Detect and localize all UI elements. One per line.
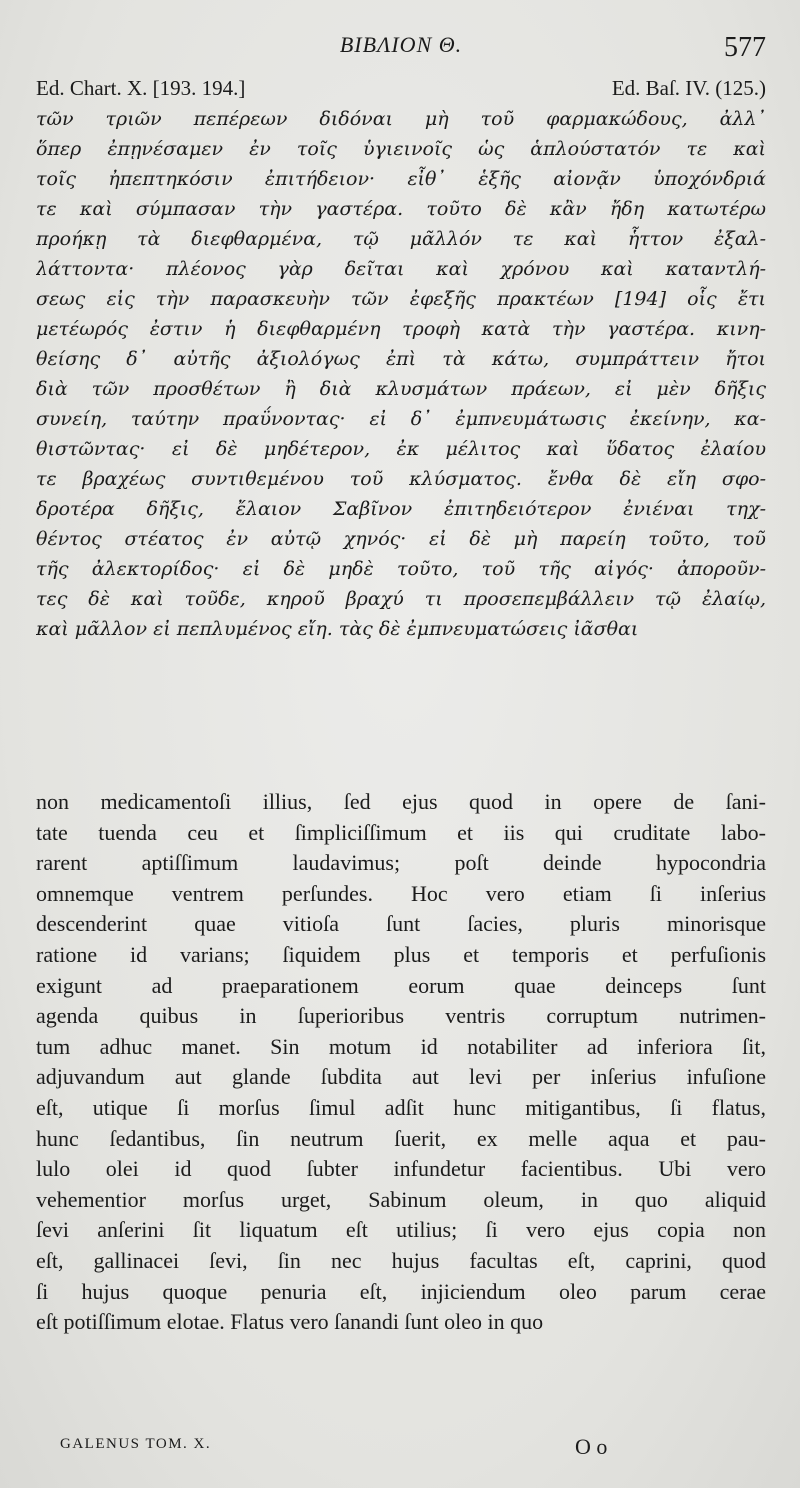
latin-line: non medicamentoſi illius, ſed ejus quod in opere de ſani-: [36, 789, 766, 814]
latin-line: eſt, utique ſi morſus ſimul adſit hunc mitigantibus, ſi flatus,: [36, 1094, 766, 1120]
latin-line: hunc ſedantibus, ſin neutrum ſuerit, ex melle aqua et pau-: [36, 1125, 766, 1151]
greek-line: θείσης δ᾽ αὐτῆς ἀξιολόγως ἐπὶ τὰ κάτω, συμπράττειν ἤτοι: [36, 348, 766, 370]
latin-text-block: [36, 787, 766, 1338]
latin-line: tum adhuc manet. Sin motum id notabiliter ad inferiora ſit,: [36, 1033, 766, 1059]
greek-line: σεως εἰς τὴν παρασκευὴν τῶν ἐφεξῆς πρακτέων [194] οἷς ἔτι: [36, 288, 766, 310]
latin-line: descenderint quae vitioſa ſunt ſacies, pluris minorisque: [36, 911, 766, 937]
edition-chartier-reference: Ed. Chart. X. [193. 194.]: [36, 76, 246, 100]
greek-line: τε βραχέως συντιθεμένου τοῦ κλύσματος. ἔνθα δὲ εἴη σφο-: [36, 468, 766, 490]
greek-line: ὅπερ ἐπῃνέσαμεν ἐν τοῖς ὑγιεινοῖς ὡς ἁπλούστατόν τε καὶ: [36, 138, 766, 160]
greek-line: τοῖς ἠπεπτηκόσιν ἐπιτήδειον· εἶθ᾽ ἑξῆς αἰονᾷν ὑποχόνδριά: [36, 168, 766, 190]
signature-mark: GALENUS TOM. X.: [60, 1436, 212, 1452]
latin-line: lulo olei id quod ſubter infundetur facientibus. Ubi vero: [36, 1156, 766, 1182]
latin-line: rarent aptiſſimum laudavimus; poſt deinde hypocondria: [36, 850, 766, 876]
greek-text-block: [36, 104, 766, 644]
latin-line: eſt, gallinacei ſevi, ſin nec hujus facultas eſt, caprini, quod: [36, 1247, 766, 1273]
greek-line: τε καὶ σύμπασαν τὴν γαστέρα. τοῦτο δὲ κἂν ἤδη κατωτέρω: [36, 198, 766, 220]
greek-line: προήκῃ τὰ διεφθαρμένα, τῷ μᾶλλόν τε καὶ ἧττον ἐξαλ-: [36, 228, 766, 250]
latin-line: exigunt ad praeparationem eorum quae deinceps ſunt: [36, 972, 766, 998]
greek-line: συνείη, ταύτην πραΰνοντας· εἰ δ᾽ ἐμπνευμάτωσις ἐκείνην, κα-: [36, 408, 766, 430]
greek-line: θιστῶντας· εἰ δὲ μηδέτερον, ἐκ μέλιτος καὶ ὕδατος ἐλαίου: [36, 438, 766, 460]
greek-line: λάττοντα· πλέονος γὰρ δεῖται καὶ χρόνου καὶ καταντλή-: [36, 258, 766, 280]
latin-line: eſt potiſſimum elotae. Flatus vero ſanandi ſunt oleo in quo: [36, 1309, 544, 1335]
greek-line: μετέωρός ἐστιν ἡ διεφθαρμένη τροφὴ κατὰ τὴν γαστέρα. κινη-: [36, 318, 766, 340]
greek-line: τῆς ἀλεκτορίδος· εἰ δὲ μηδὲ τοῦτο, τοῦ τῆς αἰγός· ἀποροῦν-: [36, 558, 766, 580]
greek-line: δροτέρα δῆξις, ἔλαιον Σαβῖνον ἐπιτηδειότερον ἐνιέναι τηχ-: [36, 498, 766, 520]
latin-line: adjuvandum aut glande ſubdita aut levi per inſerius infuſione: [36, 1064, 766, 1090]
greek-line: θέντος στέατος ἐν αὐτῷ χηνός· εἰ δὲ μὴ παρείη τοῦτο, τοῦ: [36, 528, 766, 550]
latin-line: tate tuenda ceu et ſimpliciſſimum et iis qui cruditate labo-: [36, 819, 766, 845]
greek-line: διὰ τῶν προσθέτων ἢ διὰ κλυσμάτων πράεων, εἰ μὲν δῆξις: [36, 378, 766, 400]
edition-reference-line: [36, 76, 766, 104]
latin-line: ſi hujus quoque penuria eſt, injiciendum oleo parum cerae: [36, 1278, 766, 1304]
book-title: ΒΙΒΛΙΟΝ Θ.: [339, 32, 463, 57]
running-head: [36, 28, 766, 62]
latin-line: ſevi anſerini ſit liquatum eſt utilius; ſi vero ejus copia non: [36, 1217, 766, 1243]
greek-line: καὶ μᾶλλον εἰ πεπλυμένος εἴη. τὰς δὲ ἐμπνευματώσεις ἰᾶσθαι: [36, 618, 639, 640]
latin-line: ratione id varians; ſiquidem plus et temporis et perfuſionis: [36, 941, 766, 967]
greek-line: τες δὲ καὶ τοῦδε, κηροῦ βραχύ τι προσεπεμβάλλειν τῷ ἐλαίῳ,: [36, 588, 766, 610]
greek-line: τῶν τριῶν πεπέρεων διδόναι μὴ τοῦ φαρμακώδους, ἀλλ᾽: [36, 108, 766, 130]
latin-line: agenda quibus in ſuperioribus ventris corruptum nutrimen-: [36, 1003, 766, 1029]
page-number: 577: [724, 32, 766, 63]
gathering-mark: O o: [575, 1434, 608, 1459]
edition-basel-reference: Ed. Baſ. IV. (125.): [611, 76, 766, 100]
latin-line: vehementior morſus urget, Sabinum oleum, in quo aliquid: [36, 1186, 766, 1212]
page-footer: [60, 1434, 640, 1462]
latin-line: omnemque ventrem perſundes. Hoc vero etiam ſi inſerius: [36, 880, 766, 906]
